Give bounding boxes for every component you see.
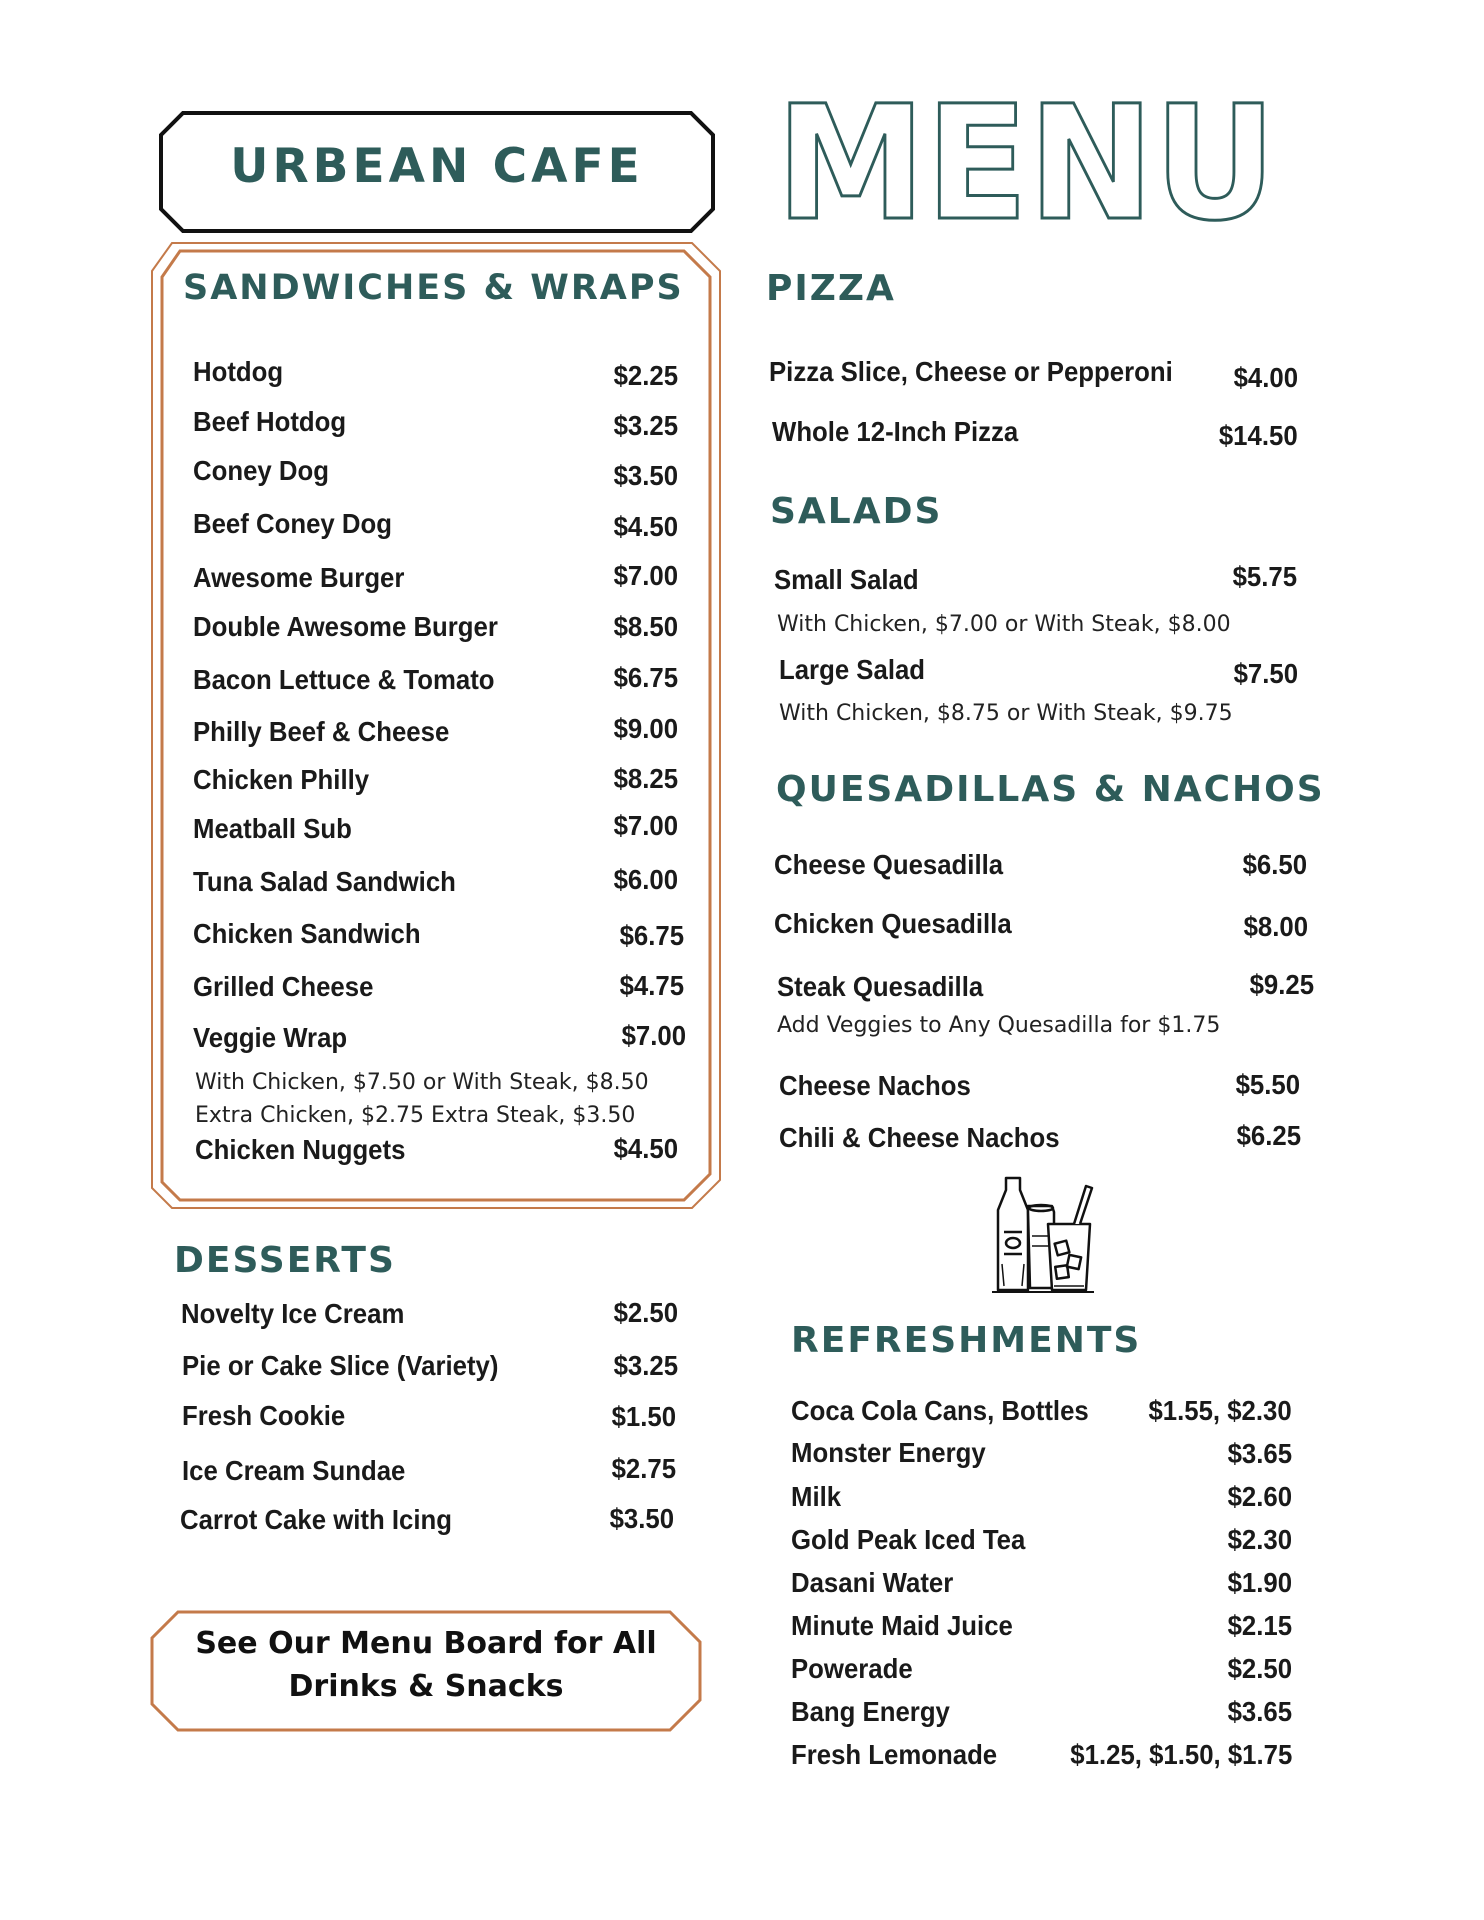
item-price: $7.50 <box>1233 658 1298 689</box>
item-price: $6.25 <box>1236 1120 1301 1151</box>
list-item: Whole 12-Inch Pizza <box>772 416 1019 447</box>
quesadillas-heading: QUESADILLAS & NACHOS <box>776 769 1325 810</box>
menu-title-text: MENU <box>776 72 1276 256</box>
list-item: Dasani Water <box>791 1567 954 1598</box>
item-price: $5.50 <box>1235 1069 1300 1100</box>
item-price: $2.25 <box>613 360 678 391</box>
list-item: Beef Hotdog <box>193 406 347 437</box>
desserts-heading: DESSERTS <box>174 1240 396 1281</box>
item-price: $2.50 <box>613 1297 678 1328</box>
item-price: $3.65 <box>1227 1696 1292 1727</box>
list-item: Large Salad <box>779 654 926 685</box>
list-item: Fresh Cookie <box>182 1400 346 1431</box>
list-item: Coney Dog <box>193 455 329 486</box>
item-price: $3.25 <box>613 410 678 441</box>
item-price: $4.75 <box>619 970 684 1001</box>
list-item: Powerade <box>791 1653 913 1684</box>
item-price: $2.75 <box>611 1453 676 1484</box>
list-item: Tuna Salad Sandwich <box>193 866 456 897</box>
list-item: Chicken Sandwich <box>193 918 421 949</box>
drinks-illustration-icon <box>990 1176 1100 1296</box>
list-item: Pizza Slice, Cheese or Pepperoni <box>769 356 1173 387</box>
list-item: Novelty Ice Cream <box>181 1298 405 1329</box>
item-price: $1.25, $1.50, $1.75 <box>1069 1739 1292 1770</box>
item-price: $6.75 <box>613 662 678 693</box>
sandwiches-heading: SANDWICHES & WRAPS <box>183 268 684 308</box>
list-item: Chili & Cheese Nachos <box>779 1122 1060 1153</box>
list-item: Chicken Nuggets <box>195 1134 406 1165</box>
list-item: Milk <box>791 1481 842 1512</box>
veggie-wrap-note-2: Extra Chicken, $2.75 Extra Steak, $3.50 <box>195 1103 636 1128</box>
item-price: $14.50 <box>1219 420 1298 451</box>
list-item: Bacon Lettuce & Tomato <box>193 664 495 695</box>
item-price: $8.00 <box>1243 911 1308 942</box>
item-price: $4.50 <box>613 1133 678 1164</box>
item-price: $3.25 <box>613 1350 678 1381</box>
item-price: $2.50 <box>1227 1653 1292 1684</box>
menu-board-note-line1: See Our Menu Board for All <box>195 1626 657 1661</box>
list-item: Chicken Philly <box>193 764 370 795</box>
salads-heading: SALADS <box>770 491 943 532</box>
list-item: Grilled Cheese <box>193 971 374 1002</box>
refreshments-heading: REFRESHMENTS <box>791 1320 1142 1361</box>
item-price: $6.75 <box>619 920 684 951</box>
menu-title <box>776 72 1376 256</box>
list-item: Carrot Cake with Icing <box>180 1504 452 1535</box>
list-item: Cheese Quesadilla <box>774 849 1004 880</box>
list-item: Minute Maid Juice <box>791 1610 1013 1641</box>
item-price: $7.00 <box>621 1020 686 1051</box>
item-price: $2.60 <box>1227 1481 1292 1512</box>
list-item: Cheese Nachos <box>779 1070 971 1101</box>
veggie-wrap-note-1: With Chicken, $7.50 or With Steak, $8.50 <box>195 1070 649 1095</box>
item-price: $3.50 <box>609 1503 674 1534</box>
item-price: $3.50 <box>613 460 678 491</box>
list-item: Fresh Lemonade <box>791 1739 998 1770</box>
item-price: $2.30 <box>1227 1524 1292 1555</box>
item-price: $7.00 <box>613 560 678 591</box>
list-item: Beef Coney Dog <box>193 508 392 539</box>
menu-board-note-line2: Drinks & Snacks <box>288 1669 564 1704</box>
list-item: Meatball Sub <box>193 813 352 844</box>
item-price: $8.25 <box>613 763 678 794</box>
item-price: $8.50 <box>613 611 678 642</box>
quesadilla-veggie-note: Add Veggies to Any Quesadilla for $1.75 <box>777 1013 1221 1038</box>
item-price: $3.65 <box>1227 1438 1292 1469</box>
cafe-name: URBEAN CAFE <box>230 139 644 194</box>
item-price: $6.50 <box>1242 849 1307 880</box>
item-price: $4.00 <box>1233 362 1298 393</box>
item-price: $9.00 <box>613 713 678 744</box>
list-item: Double Awesome Burger <box>193 611 498 642</box>
list-item: Veggie Wrap <box>193 1022 348 1053</box>
item-price: $4.50 <box>613 511 678 542</box>
list-item: Gold Peak Iced Tea <box>791 1524 1026 1555</box>
list-item: Small Salad <box>774 564 919 595</box>
item-price: $1.50 <box>611 1401 676 1432</box>
large-salad-note: With Chicken, $8.75 or With Steak, $9.75 <box>779 701 1233 726</box>
pizza-heading: PIZZA <box>766 268 896 309</box>
list-item: Pie or Cake Slice (Variety) <box>182 1350 499 1381</box>
list-item: Chicken Quesadilla <box>774 908 1012 939</box>
list-item: Coca Cola Cans, Bottles <box>791 1395 1089 1426</box>
list-item: Monster Energy <box>791 1437 986 1468</box>
list-item: Ice Cream Sundae <box>182 1455 406 1486</box>
list-item: Hotdog <box>193 356 284 387</box>
list-item: Philly Beef & Cheese <box>193 716 450 747</box>
list-item: Bang Energy <box>791 1696 950 1727</box>
item-price: $7.00 <box>613 810 678 841</box>
list-item: Awesome Burger <box>193 562 405 593</box>
small-salad-note: With Chicken, $7.00 or With Steak, $8.00 <box>777 612 1231 637</box>
item-price: $6.00 <box>613 864 678 895</box>
item-price: $9.25 <box>1249 969 1314 1000</box>
item-price: $2.15 <box>1227 1610 1292 1641</box>
item-price: $1.55, $2.30 <box>1148 1395 1292 1426</box>
item-price: $1.90 <box>1227 1567 1292 1598</box>
list-item: Steak Quesadilla <box>777 971 984 1002</box>
item-price: $5.75 <box>1232 561 1297 592</box>
